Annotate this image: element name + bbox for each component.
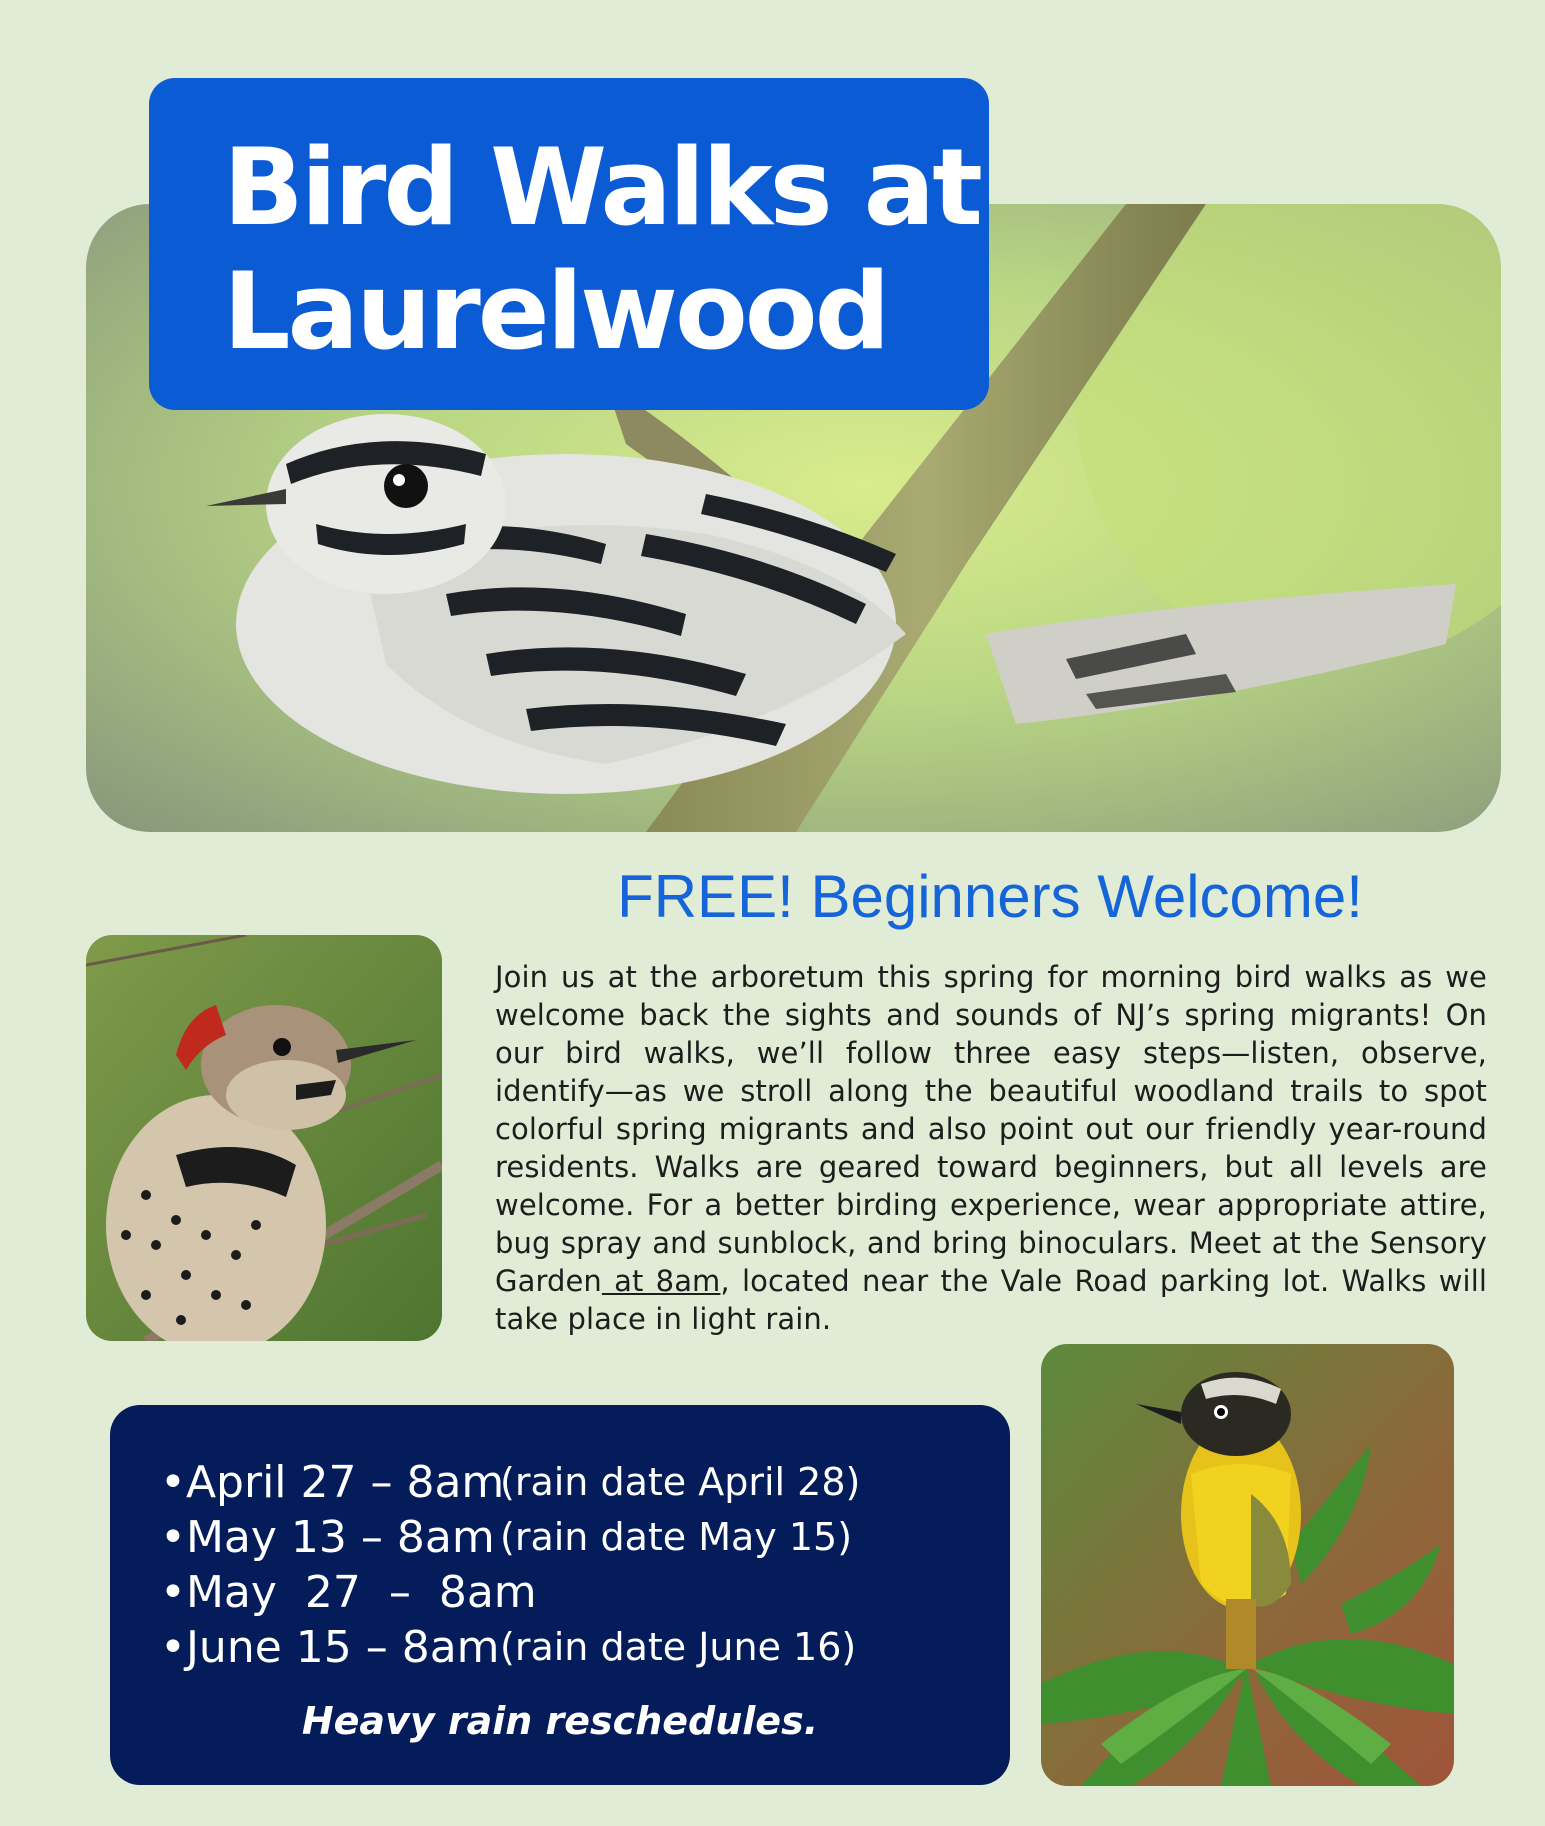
schedule-box: [110, 1405, 1010, 1785]
schedule-date: •April 27 – 8am: [160, 1457, 505, 1508]
yellowthroat-photo: [1041, 1344, 1454, 1786]
description-part-1: Join us at the arboretum this spring for morning bird walks as we welcome back the sights and sounds of NJ’s spring migrants! On our bird walks, we’ll follow three easy steps—listen, observe, identify—as we stroll along the beautiful woodland trails to spot colorful spring migrants and also point out our friendly year-round residents. Walks are geared toward beginners, but all levels are welcome. For a better birding experience, wear appropriate attire, bug spray and sunblock, and bring binoculars. Meet at the Sensory Garden: [495, 960, 1487, 1298]
time-highlight: at 8am: [601, 1264, 721, 1298]
schedule-rain-date: (rain date May 15): [500, 1515, 853, 1559]
title-line-2: Laurelwood: [223, 250, 888, 373]
description-text: [495, 958, 1487, 1338]
schedule-note: Heavy rain reschedules.: [301, 1699, 819, 1743]
tagline: FREE! Beginners Welcome!: [617, 863, 1363, 930]
schedule-date: •June 15 – 8am: [160, 1622, 500, 1673]
schedule-row: [160, 1510, 1010, 1565]
title-line-1: Bird Walks at: [223, 126, 980, 249]
title-box: [149, 78, 989, 410]
schedule-date: •May 13 – 8am: [160, 1512, 495, 1563]
schedule-row: [160, 1455, 1010, 1510]
description-part-2: , located near the Vale Road parking lot. Walks will take place in light rain.: [495, 1264, 1488, 1336]
schedule-rain-date: (rain date April 28): [500, 1460, 861, 1504]
schedule-row: [160, 1565, 1010, 1620]
schedule-row: [160, 1620, 1010, 1675]
schedule-rain-date: (rain date June 16): [500, 1625, 857, 1669]
flicker-photo: [86, 935, 442, 1341]
schedule-date: •May 27 – 8am: [160, 1567, 537, 1618]
